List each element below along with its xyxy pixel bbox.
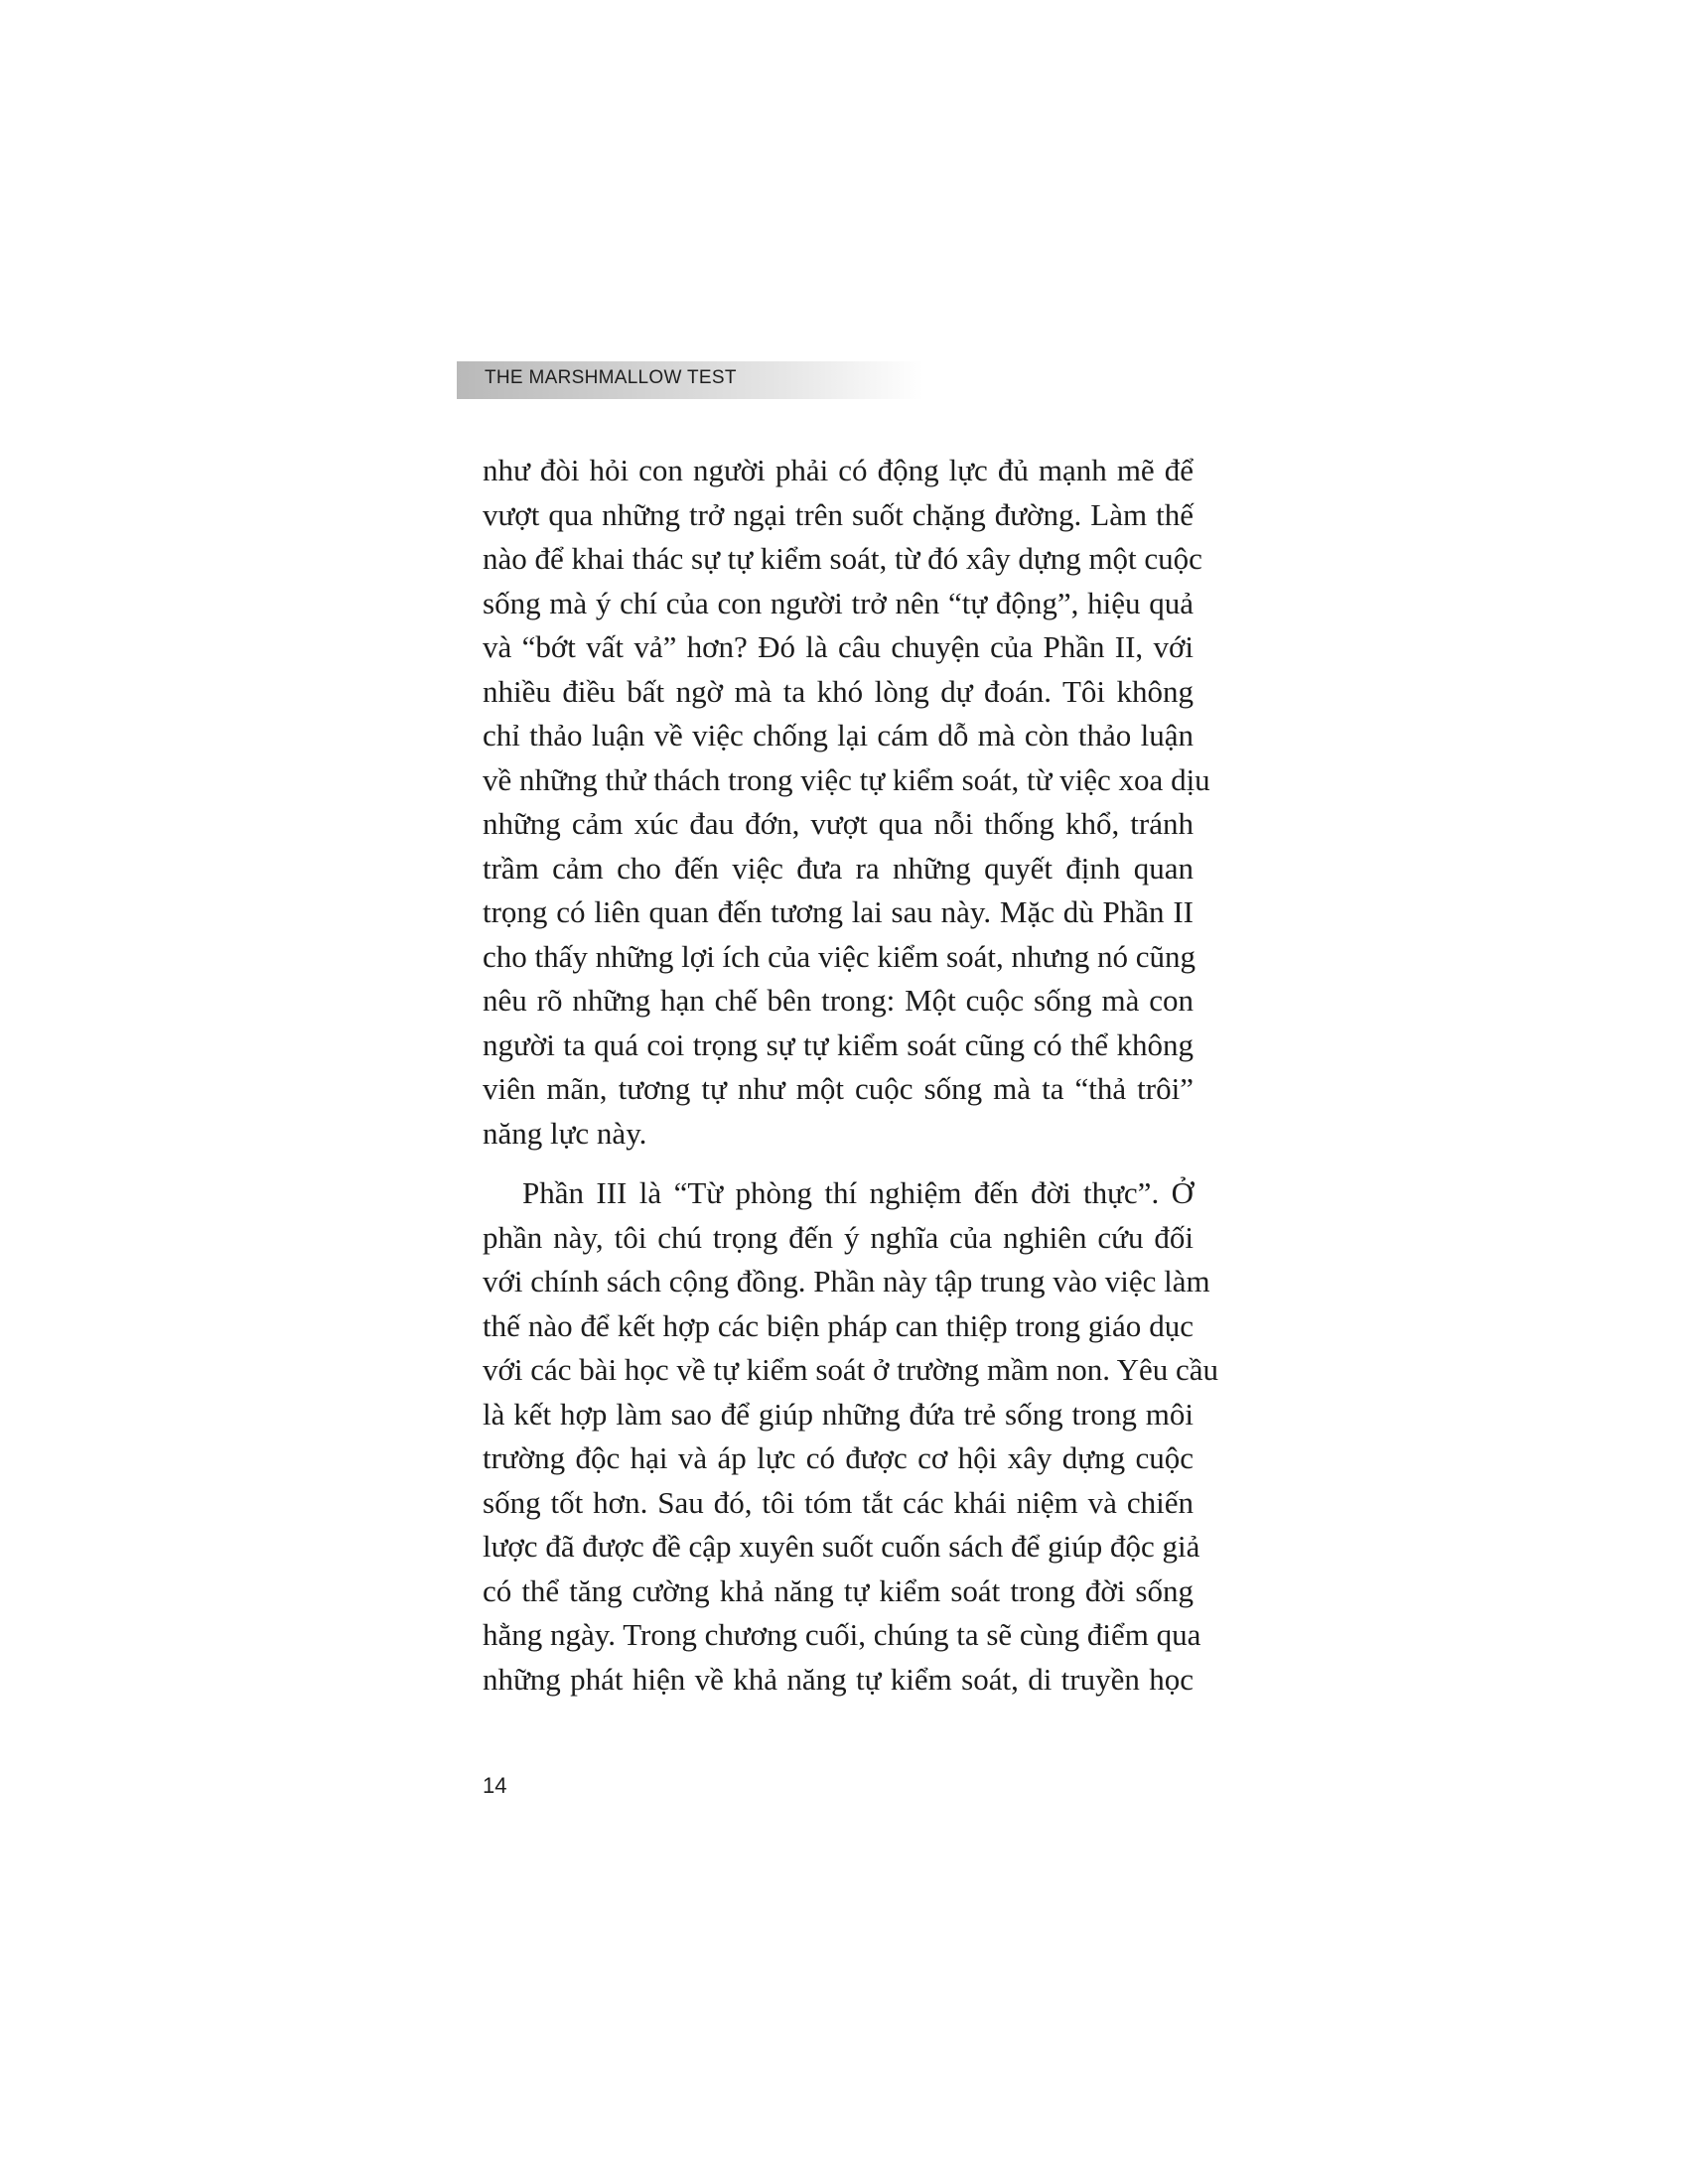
- text-line: thế nào để kết hợp các biện pháp can thiệp trong giáo dục: [483, 1307, 1194, 1343]
- text-line: sống tốt hơn. Sau đó, tôi tóm tắt các khái niệm và chiến: [483, 1484, 1194, 1520]
- text-line: nào để khai thác sự tự kiểm soát, từ đó xây dựng một cuộc: [483, 541, 1202, 576]
- text-line: trầm cảm cho đến việc đưa ra những quyết định quan: [483, 850, 1194, 886]
- text-line: với các bài học về tự kiểm soát ở trường mầm non. Yêu cầu: [483, 1352, 1219, 1387]
- text-line: trọng có liên quan đến tương lai sau này. Mặc dù Phần II: [483, 894, 1194, 929]
- text-line: như đòi hỏi con người phải có động lực đủ mạnh mẽ để: [483, 453, 1194, 487]
- text-line: viên mãn, tương tự như một cuộc sống mà ta “thả trôi”: [483, 1071, 1194, 1106]
- text-line: người ta quá coi trọng sự tự kiểm soát cũng có thể không: [483, 1026, 1194, 1062]
- text-line: là kết hợp làm sao để giúp những đứa trẻ sống trong môi: [483, 1396, 1194, 1432]
- text-line: những cảm xúc đau đớn, vượt qua nỗi thống khổ, tránh: [483, 806, 1194, 841]
- text-line: những phát hiện về khả năng tự kiểm soát, di truyền học: [483, 1661, 1194, 1697]
- text-line: vượt qua những trở ngại trên suốt chặng đường. Làm thế: [483, 496, 1194, 532]
- page-number: 14: [483, 1773, 507, 1798]
- text-line: Phần III là “Từ phòng thí nghiệm đến đời thực”. Ở: [522, 1175, 1194, 1210]
- text-line: và “bớt vất vả” hơn? Đó là câu chuyện của Phần II, với: [483, 629, 1194, 664]
- text-line: cho thấy những lợi ích của việc kiểm soát, nhưng nó cũng: [483, 938, 1196, 974]
- text-line: nhiều điều bất ngờ mà ta khó lòng dự đoán. Tôi không: [483, 673, 1194, 709]
- text-line: phần này, tôi chú trọng đến ý nghĩa của nghiên cứu đối: [483, 1219, 1194, 1255]
- paragraph: [483, 1171, 1219, 1702]
- running-header-title: THE MARSHMALLOW TEST: [485, 367, 737, 388]
- text-line: hằng ngày. Trong chương cuối, chúng ta sẽ cùng điểm qua: [483, 1617, 1201, 1652]
- text-line: với chính sách cộng đồng. Phần này tập trung vào việc làm: [483, 1264, 1210, 1298]
- text-line: nêu rõ những hạn chế bên trong: Một cuộc sống mà con: [483, 983, 1194, 1018]
- paragraph-gap: [483, 1156, 1194, 1171]
- body-text: [483, 449, 1219, 1702]
- text-line: trường độc hại và áp lực có được cơ hội xây dựng cuộc: [483, 1440, 1194, 1475]
- text-line: chỉ thảo luận về việc chống lại cám dỗ mà còn thảo luận: [483, 718, 1194, 752]
- running-header: [457, 361, 923, 399]
- text-line: có thể tăng cường khả năng tự kiểm soát trong đời sống: [483, 1572, 1194, 1608]
- paragraph: [483, 449, 1210, 1156]
- text-line: sống mà ý chí của con người trở nên “tự động”, hiệu quả: [483, 585, 1194, 620]
- text-line: lược đã được đề cập xuyên suốt cuốn sách để giúp độc giả: [483, 1529, 1200, 1564]
- text-line: về những thử thách trong việc tự kiểm soát, từ việc xoa dịu: [483, 761, 1210, 797]
- text-line: năng lực này.: [483, 1115, 647, 1151]
